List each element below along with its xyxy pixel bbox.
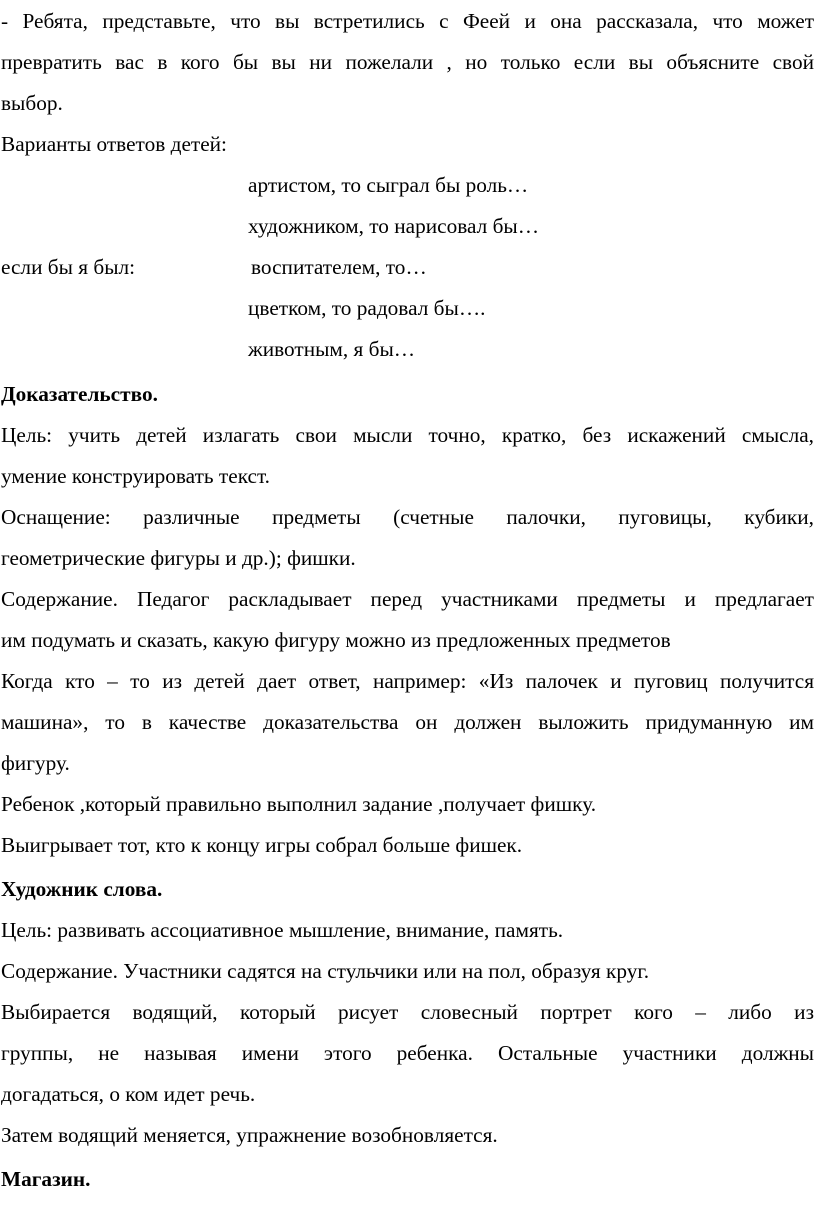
proof-winner: Выигрывает тот, кто к концу игры собрал больше фишек.: [1, 833, 523, 857]
answer-item: художником, то нарисовал бы…: [248, 214, 540, 238]
proof-equipment-line-1: Оснащение: различные предметы (счетные палочки, пуговицы, кубики,: [1, 505, 814, 529]
proof-goal-line-1: Цель: учить детей излагать свои мысли точно, кратко, без искажений смысла,: [1, 423, 814, 447]
answer-item: воспитателем, то…: [251, 255, 427, 279]
proof-content-line-2: им подумать и сказать, какую фигуру можно из предложенных предметов: [1, 628, 671, 652]
proof-equipment-line-2: геометрические фигуры и др.); фишки.: [1, 546, 356, 570]
intro-line-2: превратить вас в кого бы вы ни пожелали , но только если вы объясните свой: [1, 50, 814, 74]
proof-reward: Ребенок ,который правильно выполнил задание ,получает фишку.: [1, 792, 597, 816]
proof-goal-line-2: умение конструировать текст.: [1, 464, 270, 488]
answer-prefix: если бы я был:: [1, 255, 136, 279]
proof-content-line-1: Содержание. Педагог раскладывает перед участниками предметы и предлагает: [1, 587, 814, 611]
artist-title: Художник слова.: [1, 877, 163, 901]
shop-title: Магазин.: [1, 1167, 91, 1191]
answer-item: животным, я бы…: [248, 337, 416, 361]
artist-content: Содержание. Участники садятся на стульчики или на пол, образуя круг.: [1, 959, 650, 983]
artist-goal: Цель: развивать ассоциативное мышление, внимание, память.: [1, 918, 564, 942]
proof-when-line-3: фигуру.: [1, 751, 70, 775]
proof-title: Доказательство.: [1, 382, 158, 406]
artist-choose-line-3: догадаться, о ком идет речь.: [1, 1082, 256, 1106]
answer-item: цветком, то радовал бы….: [248, 296, 486, 320]
artist-then: Затем водящий меняется, упражнение возобновляется.: [1, 1123, 498, 1147]
answer-item: артистом, то сыграл бы роль…: [248, 173, 529, 197]
intro-line-1: - Ребята, представьте, что вы встретились с Феей и она рассказала, что может: [1, 9, 814, 33]
artist-choose-line-1: Выбирается водящий, который рисует словесный портрет кого – либо из: [1, 1000, 814, 1024]
answers-heading: Варианты ответов детей:: [1, 132, 227, 156]
artist-choose-line-2: группы, не называя имени этого ребенка. Остальные участники должны: [1, 1041, 814, 1065]
proof-when-line-2: машина», то в качестве доказательства он должен выложить придуманную им: [1, 710, 814, 734]
intro-line-3: выбор.: [1, 91, 63, 115]
proof-when-line-1: Когда кто – то из детей дает ответ, например: «Из палочек и пуговиц получится: [1, 669, 814, 693]
